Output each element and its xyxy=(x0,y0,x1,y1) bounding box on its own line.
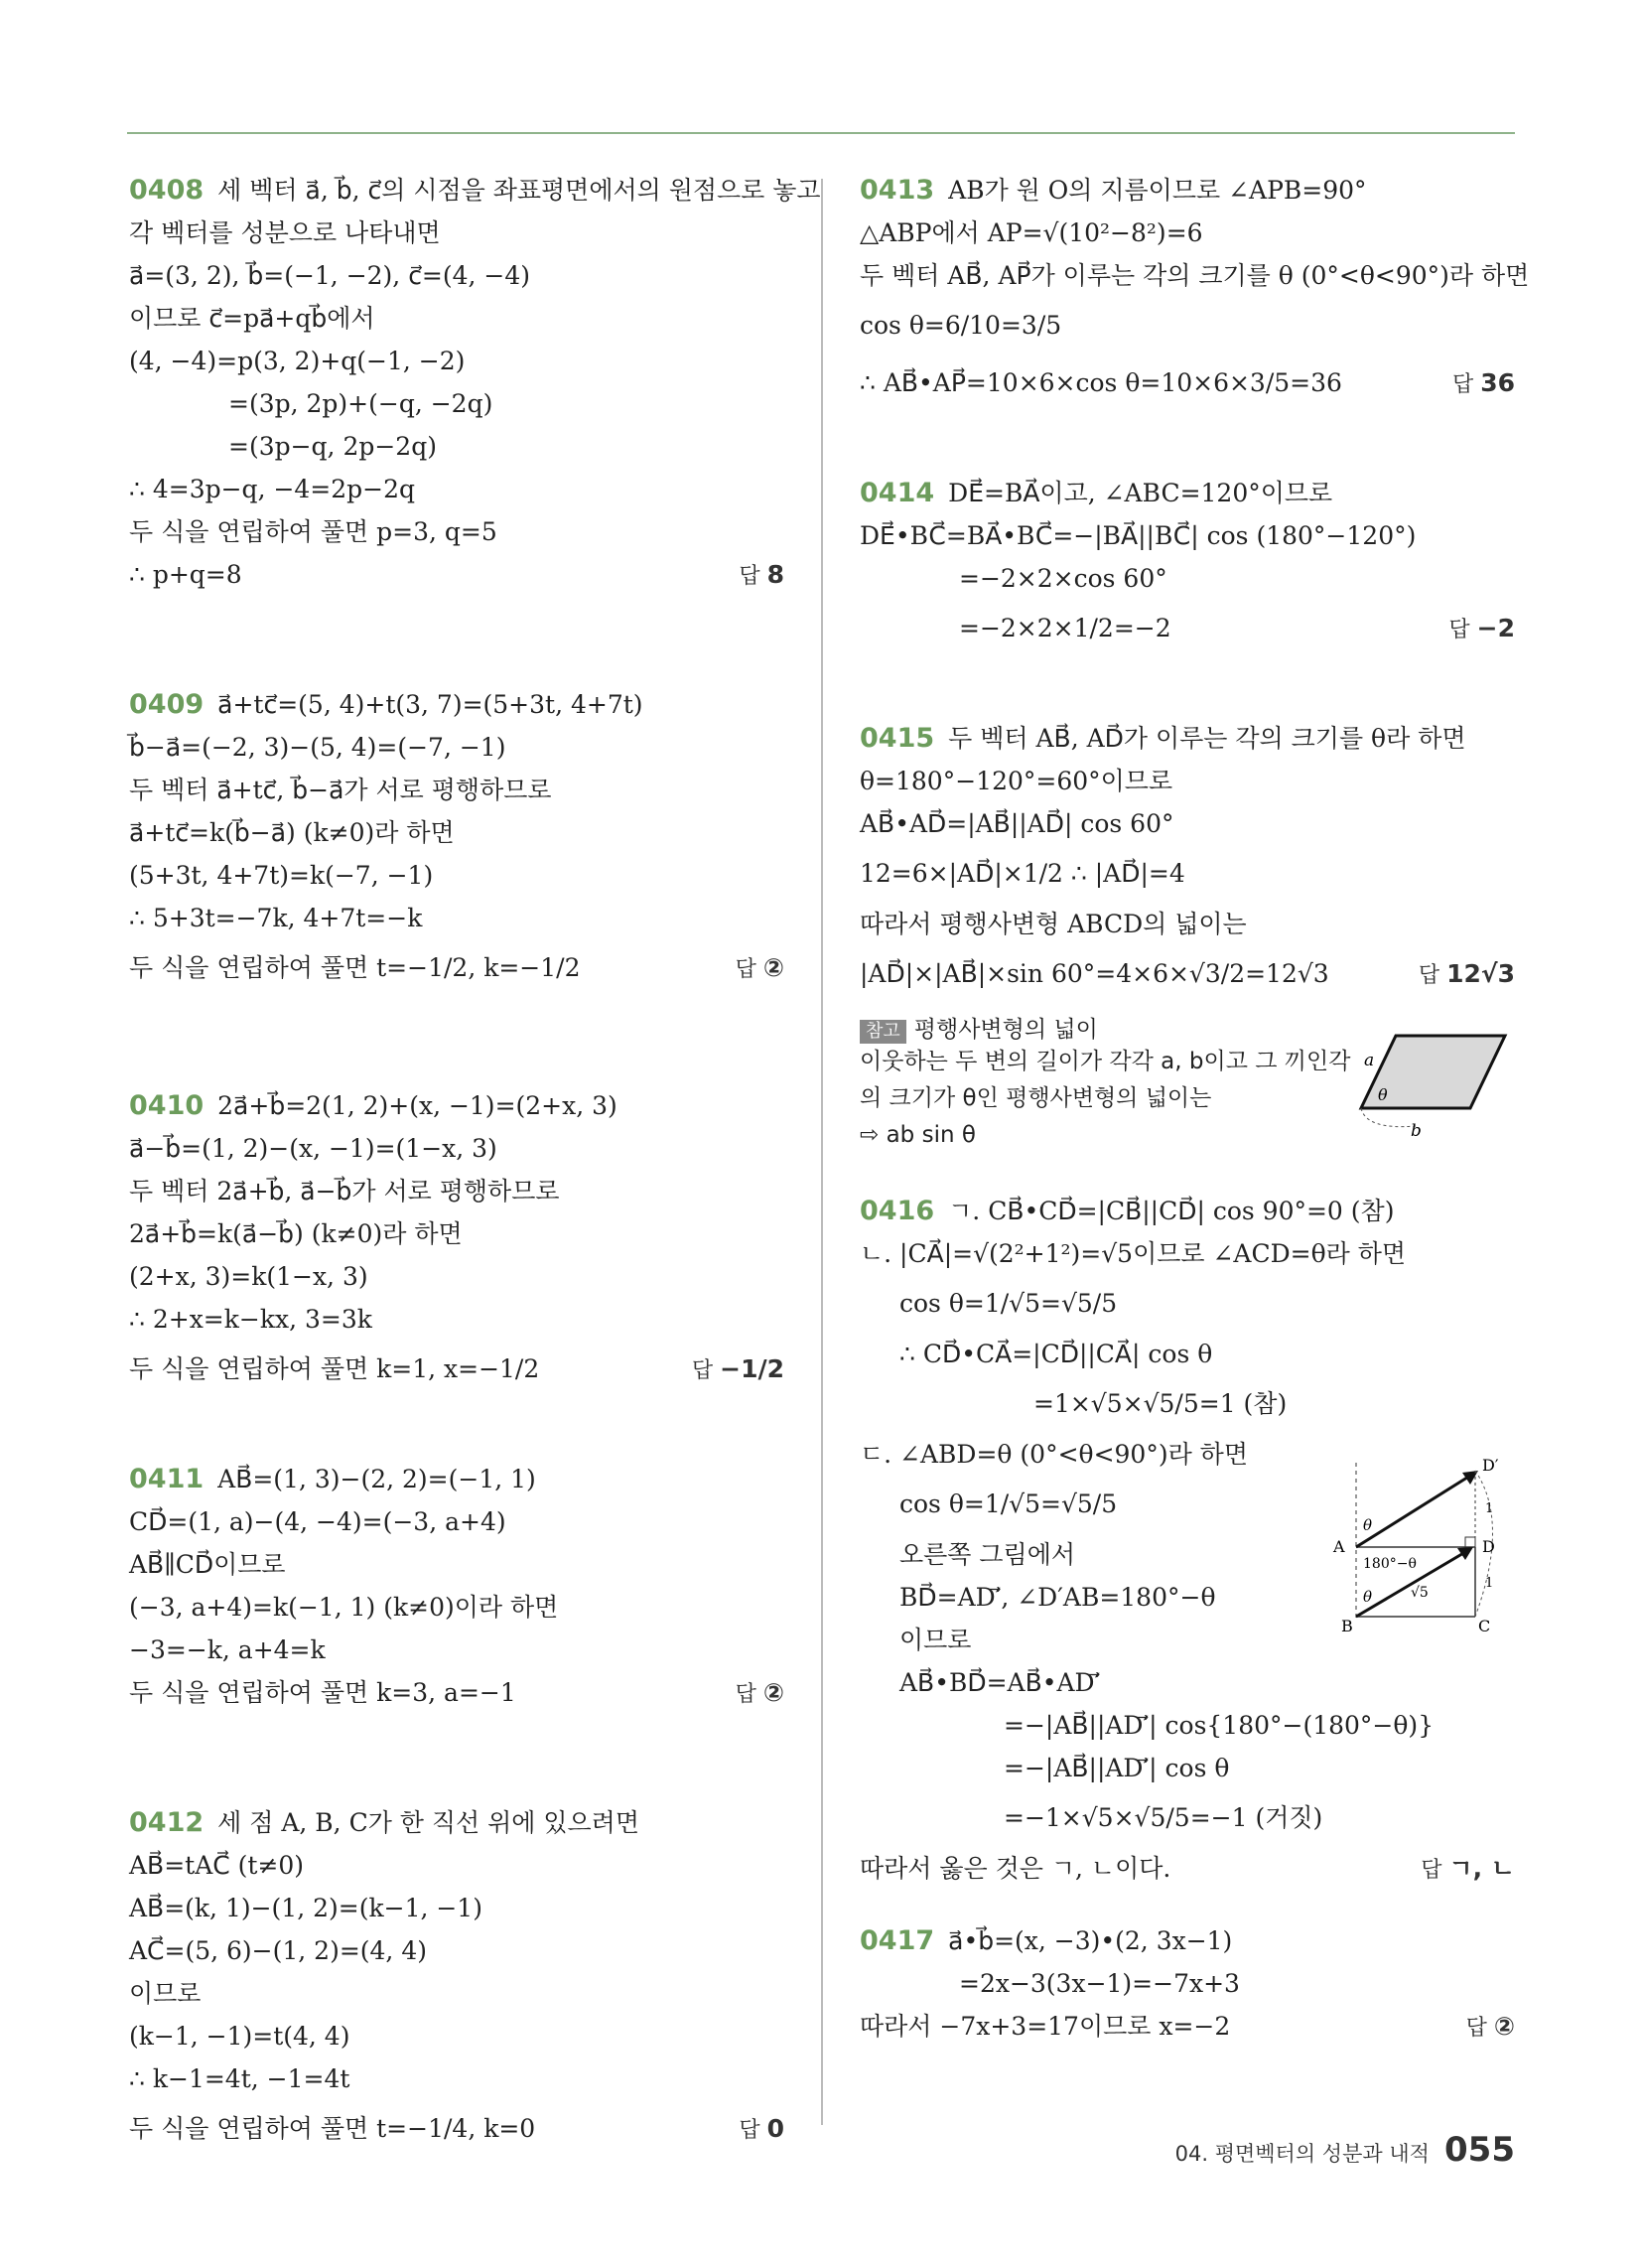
solution-line: AB⃗=(1, 3)−(2, 2)=(−1, 1) xyxy=(217,1465,536,1493)
solution-line: b⃗−a⃗=(−2, 3)−(5, 4)=(−7, −1) xyxy=(129,733,506,762)
chapter-title: 04. 평면벡터의 성분과 내적 xyxy=(1174,2142,1430,2166)
note-line: 의 크기가 θ인 평행사변형의 넓이는 xyxy=(860,1085,1212,1111)
solution-line: a⃗+tc⃗=(5, 4)+t(3, 7)=(5+3t, 4+7t) xyxy=(217,690,643,719)
answer: 답 −1/2 xyxy=(691,1354,784,1383)
solution-line: θ=180°−120°=60°이므로 xyxy=(860,767,1173,795)
solution-line: =(3p, 2p)+(−q, −2q) xyxy=(228,389,493,418)
solution-line: =−2×2×1/2=−2 xyxy=(959,614,1171,642)
solution-line: AB⃗=tAC⃗ (t≠0) xyxy=(129,1851,305,1880)
page-number: 055 xyxy=(1444,2130,1515,2170)
problem-0413 xyxy=(860,169,1530,412)
right-column xyxy=(860,169,1530,2048)
fig-label-a: a xyxy=(1364,1051,1375,1070)
problem-0415 xyxy=(860,717,1515,1160)
solution-line: 이므로 xyxy=(899,1626,972,1654)
problem-0408 xyxy=(129,169,821,596)
fig-label-one-upper: 1 xyxy=(1485,1501,1494,1516)
solution-line: (4, −4)=p(3, 2)+q(−1, −2) xyxy=(129,347,466,375)
solution-line: (2+x, 3)=k(1−x, 3) xyxy=(129,1262,368,1291)
problem-0416 xyxy=(860,1190,1515,1890)
solution-line: 2a⃗+b⃗=2(1, 2)+(x, −1)=(2+x, 3) xyxy=(217,1091,617,1120)
solution-line: ∴ k−1=4t, −1=4t xyxy=(129,2064,350,2093)
solution-line: cos θ=1/√5=√5/5 xyxy=(899,1289,1118,1318)
problem-number: 0413 xyxy=(860,175,935,206)
solution-line: 두 식을 연립하여 풀면 t=−1/2, k=−1/2 xyxy=(129,953,581,982)
solution-line: 두 벡터 a⃗+tc⃗, b⃗−a⃗가 서로 평행하므로 xyxy=(129,776,552,804)
solution-line: =−2×2×cos 60° xyxy=(959,564,1167,593)
solution-line: ㄴ. |CA⃗|=√(2²+1²)=√5이므로 ∠ACD=θ라 하면 xyxy=(860,1239,1407,1268)
solution-line: △ABP에서 AP=√(10²−8²)=6 xyxy=(860,218,1203,247)
solution-line: AB⃗•BD⃗=AB⃗•AD′⃗ xyxy=(899,1668,1101,1697)
solution-line: ∴ 2+x=k−kx, 3=3k xyxy=(129,1305,372,1334)
fig-label-dprime: D′ xyxy=(1482,1456,1499,1475)
solution-line: cos θ=6/10=3/5 xyxy=(860,311,1062,340)
problem-0414 xyxy=(860,472,1515,657)
problem-number: 0408 xyxy=(129,175,205,206)
solution-line: ∴ AB⃗•AP⃗=10×6×cos θ=10×6×3/5=36 xyxy=(860,368,1342,397)
solution-line: AB⃗∥CD⃗이므로 xyxy=(129,1550,286,1579)
answer: 답 ② xyxy=(735,1678,784,1707)
problem-0417 xyxy=(860,1919,1515,2048)
fig-label-one-lower: 1 xyxy=(1485,1576,1494,1591)
problem-number: 0417 xyxy=(860,1925,935,1956)
solution-line: 12=6×|AD⃗|×1/2 ∴ |AD⃗|=4 xyxy=(860,859,1185,888)
answer: 답 ㄱ, ㄴ xyxy=(1421,1854,1515,1883)
fig-label-theta-bottom: θ xyxy=(1363,1588,1373,1606)
fig-label-theta-top: θ xyxy=(1363,1516,1373,1534)
solution-line: a⃗=(3, 2), b⃗=(−1, −2), c⃗=(4, −4) xyxy=(129,261,531,290)
solution-line: ∴ p+q=8 xyxy=(129,560,242,589)
solution-line: (k−1, −1)=t(4, 4) xyxy=(129,2022,350,2051)
answer: 답 8 xyxy=(739,560,784,589)
fig-label-sqrt5: √5 xyxy=(1411,1585,1429,1601)
solution-line: 각 벡터를 성분으로 나타내면 xyxy=(129,218,441,247)
solution-line: 따라서 옳은 것은 ㄱ, ㄴ이다. xyxy=(860,1854,1171,1883)
solution-line: a⃗+tc⃗=k(b⃗−a⃗) (k≠0)라 하면 xyxy=(129,818,455,847)
solution-line: 오른쪽 그림에서 xyxy=(899,1540,1075,1569)
solution-line: 두 식을 연립하여 풀면 t=−1/4, k=0 xyxy=(129,2114,536,2143)
solution-line: cos θ=1/√5=√5/5 xyxy=(899,1489,1118,1518)
column-divider xyxy=(821,179,823,2125)
solution-line: 2a⃗+b⃗=k(a⃗−b⃗) (k≠0)라 하면 xyxy=(129,1219,463,1248)
answer: 답 12√3 xyxy=(1418,959,1515,988)
problem-number: 0411 xyxy=(129,1464,205,1494)
solution-line: 두 식을 연립하여 풀면 k=1, x=−1/2 xyxy=(129,1354,540,1383)
solution-line: =−1×√5×√5/5=−1 (거짓) xyxy=(1004,1803,1323,1832)
solution-line: 두 벡터 AB⃗, AD⃗가 이루는 각의 크기를 θ라 하면 xyxy=(948,724,1466,753)
solution-line: 세 벡터 a⃗, b⃗, c⃗의 시점을 좌표평면에서의 원점으로 놓고 xyxy=(217,176,821,205)
solution-line: a⃗−b⃗=(1, 2)−(x, −1)=(1−x, 3) xyxy=(129,1134,497,1163)
solution-line: 이므로 c⃗=pa⃗+qb⃗에서 xyxy=(129,304,375,333)
problem-0411 xyxy=(129,1458,784,1714)
vector-figure xyxy=(1311,1453,1515,1641)
solution-line: ∴ 4=3p−q, −4=2p−2q xyxy=(129,475,416,503)
problem-number: 0416 xyxy=(860,1196,935,1226)
solution-line: 따라서 −7x+3=17이므로 x=−2 xyxy=(860,2012,1231,2041)
fig-label-c: C xyxy=(1478,1617,1491,1635)
solution-line: ∴ 5+3t=−7k, 4+7t=−k xyxy=(129,904,423,932)
note-box xyxy=(860,1011,1515,1160)
parallelogram-figure xyxy=(1356,1031,1515,1140)
problem-number: 0409 xyxy=(129,689,205,720)
solution-line: BD⃗=AD′⃗, ∠D′AB=180°−θ xyxy=(899,1583,1216,1612)
solution-line: AB가 원 O의 지름이므로 ∠APB=90° xyxy=(948,176,1367,205)
solution-line: 두 벡터 AB⃗, AP⃗가 이루는 각의 크기를 θ (0°<θ<90°)라 하면 xyxy=(860,261,1530,290)
solution-line: DE⃗•BC⃗=BA⃗•BC⃗=−|BA⃗||BC⃗| cos (180°−120°) xyxy=(860,521,1417,550)
solution-line: AB⃗=(k, 1)−(1, 2)=(k−1, −1) xyxy=(129,1894,482,1922)
answer: 답 ② xyxy=(1465,2012,1515,2041)
note-line: ⇨ ab sin θ xyxy=(860,1122,976,1148)
solution-line: |AD⃗|×|AB⃗|×sin 60°=4×6×√3/2=12√3 xyxy=(860,959,1329,988)
left-column xyxy=(129,169,821,2158)
solution-line: −3=−k, a+4=k xyxy=(129,1635,326,1664)
fig-label-a: A xyxy=(1333,1537,1345,1556)
header-rule xyxy=(127,132,1515,134)
solution-line: (−3, a+4)=k(−1, 1) (k≠0)이라 하면 xyxy=(129,1593,559,1622)
answer: 답 0 xyxy=(739,2114,784,2143)
solution-line: AB⃗•AD⃗=|AB⃗||AD⃗| cos 60° xyxy=(860,809,1174,838)
fig-label-d: D xyxy=(1482,1537,1495,1556)
solution-line: 세 점 A, B, C가 한 직선 위에 있으려면 xyxy=(217,1808,639,1837)
problem-0412 xyxy=(129,1801,784,2158)
fig-label-b: B xyxy=(1341,1617,1353,1635)
solution-line: 두 식을 연립하여 풀면 p=3, q=5 xyxy=(129,517,497,546)
note-line: 이웃하는 두 변의 길이가 각각 a, b이고 그 끼인각 xyxy=(860,1049,1351,1074)
note-title: 평행사변형의 넓이 xyxy=(913,1017,1098,1043)
problem-0409 xyxy=(129,683,784,997)
solution-line: 두 벡터 2a⃗+b⃗, a⃗−b⃗가 서로 평행하므로 xyxy=(129,1177,560,1205)
solution-line: a⃗•b⃗=(x, −3)•(2, 3x−1) xyxy=(948,1926,1233,1955)
fig-label-theta: θ xyxy=(1378,1085,1388,1104)
answer: 답 36 xyxy=(1451,368,1515,397)
problem-number: 0410 xyxy=(129,1090,205,1121)
answer: 답 −2 xyxy=(1448,614,1515,642)
solution-line: 따라서 평행사변형 ABCD의 넓이는 xyxy=(860,910,1247,938)
solution-line: =2x−3(3x−1)=−7x+3 xyxy=(959,1969,1240,1998)
solution-line: AC⃗=(5, 6)−(1, 2)=(4, 4) xyxy=(129,1936,427,1965)
fig-label-b: b xyxy=(1411,1121,1422,1140)
solution-line: =−|AB⃗||AD′⃗| cos{180°−(180°−θ)} xyxy=(1004,1711,1435,1740)
solution-line: 이므로 xyxy=(129,1979,202,2008)
solution-line: CD⃗=(1, a)−(4, −4)=(−3, a+4) xyxy=(129,1507,506,1536)
problem-number: 0412 xyxy=(129,1807,205,1838)
solution-line: =1×√5×√5/5=1 (참) xyxy=(1033,1389,1288,1418)
fig-label-angle: 180°−θ xyxy=(1363,1556,1417,1572)
solution-line: =−|AB⃗||AD′⃗| cos θ xyxy=(1004,1754,1230,1782)
page-footer xyxy=(1175,2130,1515,2170)
solution-line: ㄱ. CB⃗•CD⃗=|CB⃗||CD⃗| cos 90°=0 (참) xyxy=(948,1197,1395,1225)
problem-number: 0414 xyxy=(860,478,935,508)
solution-line: DE⃗=BA⃗이고, ∠ABC=120°이므로 xyxy=(948,479,1333,507)
problem-0410 xyxy=(129,1084,784,1398)
solution-line: =(3p−q, 2p−2q) xyxy=(228,432,437,461)
note-tag: 참고 xyxy=(860,1020,906,1044)
solution-line: ∴ CD⃗•CA⃗=|CD⃗||CA⃗| cos θ xyxy=(899,1340,1213,1368)
problem-number: 0415 xyxy=(860,723,935,754)
solution-line: 두 식을 연립하여 풀면 k=3, a=−1 xyxy=(129,1678,516,1707)
solution-line: ㄷ. ∠ABD=θ (0°<θ<90°)라 하면 xyxy=(860,1440,1248,1469)
solution-line: (5+3t, 4+7t)=k(−7, −1) xyxy=(129,861,434,890)
answer: 답 ② xyxy=(735,953,784,982)
